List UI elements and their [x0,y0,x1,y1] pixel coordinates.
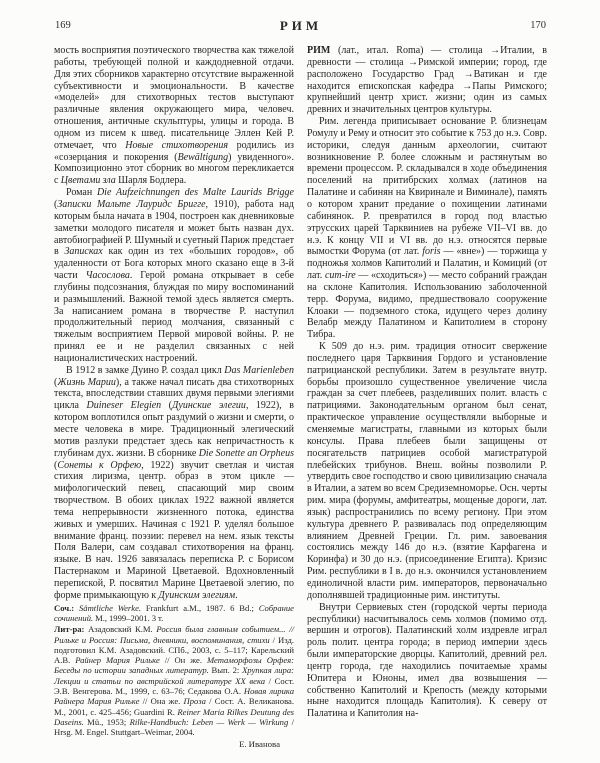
paragraph [307,341,547,602]
text-segment: Дуинские элегии [172,400,246,412]
text-segment: Rilke-Handbuch: Leben — Werk — Wirkung [129,716,289,727]
text-segment: Дуинским элегиям [158,589,236,601]
paragraph [307,116,547,341]
two-column-layout [54,45,548,750]
text-segment: Лит-ра: [54,624,85,635]
text-segment: — «вне») — торжища у подножья холмов Капитолий и Палатин, и Комиций (от лат. [307,246,547,282]
text-segment: Die Aufzeichnungen des Malte Laurids Brigge [96,187,294,199]
left-column [54,45,294,750]
text-segment: Mü., 1953; [83,716,130,727]
text-segment: Хрупкая лира: Лекции и статьи по австрийской литературе XX века [54,665,294,686]
text-segment: , 1910), работа над которым была начата в 1904, построен как дневниковые заметки молодого писателя и может быть назван дух. автобиографией Р. Шумный и суетный Париж предстает в [54,198,294,258]
text-segment: Часослова [85,270,130,282]
paragraph [54,187,294,365]
text-segment: ( [54,376,58,388]
text-segment: родились из «созерцания и покорения ( [54,139,294,163]
right-column [307,45,547,750]
text-segment: Рим. легенда приписывает основание Р. близнецам Ромулу и Рему и относит это событие к 753 до н.э. Совр. историки, следуя данным археологии, считают возникновение Р. более сложным и растянутым во времени процессом. Р. складывался в ходе объединения поселений на притибрских холмах (латинов на Палатине и сабинян на Квиринале и Виминале), память о котором хранит предание о похищении латинами сабинянок. Р. превратился в город под властью этрусских царей Тарквиниев на рубеже VII–VI вв. до н.э. К концу VII и VI вв. до н.э. относятся первые вымостки Форума (от лат. [307,116,547,258]
text-segment: Цветами зла [60,175,116,187]
paragraph [54,45,294,187]
rilke-article-body [54,45,294,738]
text-segment: Метаморфозы Орфея: Беседы по истории западных литератур. [54,655,294,676]
text-segment: Duineser Elegien [86,400,162,412]
text-segment: , 1922) звучит светлая и чистая стихия лиризма, центр. образ в этом цикле — мифологический певец, спасающий мир своим творчеством. В обоих циклах 1922 важной является тема непрерывности жизненного потока, единства живых и умерших. Начиная с 1921 Р. уделял большое внимание франц. поэзии: перевел на нем. язык тексты Поля Валери, сам создавал стихотворения на франц. языке. В нач. 1926 завязалась переписка Р. с Борисом Пастернаком и Мариной Цветаевой. Вдохновленный перепиской, Р. посвятил Марине Цветаевой элегию, по форме примыкающую к [54,459,294,601]
text-segment: Вып. 2: [208,665,243,676]
paragraph [307,45,547,116]
text-segment: Sämtliche Werke. [79,602,142,613]
text-segment: РИМ [307,45,331,56]
text-segment: . [235,589,238,601]
text-segment: foris [422,246,441,258]
text-segment: . Герой романа открывает в себе глубины подсознания, блуждая по миру воспоминаний и размышлений. Важной темой здесь является смерть. За написанием романа в творчестве Р. наступил продолжительный период молчания, связанный с тяжелым восприятием Первой мировой войны. Р. не принял ее и не разделил связанных с ней националистических настроений. [54,270,294,364]
text-segment: Райнер Мария Рильке [75,655,160,666]
running-head: РИМ [279,18,323,33]
text-segment: мость восприятия поэтического творчества как тяжелой работы, требующей полной и каждодневной отдачи. Для этих сборников характерно отсутствие выраженной субъективности и эмоциональности. В качестве «моделей» для стихотворных тестов выступают различные явления окружающего мира, человеч. отношения, античные скульптуры, улицы и города. В одном из писем к швед. писательнице Эллен Кей Р. отмечает, что [54,45,294,151]
page-number-right: 170 [530,20,546,31]
text-segment: ) увиденного». Композиционно этот сборник во многом перекликается с [54,151,294,187]
text-segment: Frankfurt a.M., 1987. 6 Bd.; [141,602,259,613]
paragraph [307,602,547,720]
rome-article-body [307,45,547,720]
text-segment: ( [54,198,58,210]
text-segment: Записки Мальте Лауридс Бригге [57,198,206,210]
text-segment: // Он же. [159,655,207,666]
text-segment: Россия была главным событием... // Рильке и Россия: Письма, дневники, воспоминания, стихи [54,624,294,645]
text-segment: cum-ire [324,270,356,282]
text-segment: Собрание сочинений. [54,602,294,623]
paragraph [54,624,294,737]
text-segment: К 509 до н.э. рим. традиция относит свержение последнего царя Тарквиния Гордого и установление патрицианской республики. Затем в результате внутр. борьбы произошло существенное увеличение числа граждан за счет плебеев, разделивших полит. власть с патрициями. Законодательным органом был сенат, практическое управление осуществляли выборные и сменяемые магистраты, главными из которых были консулы. Права плебеев были защищены от посягательств патрициев особой магистратурой плебейских трибунов. Внеш. войны позволили Р. утвердить свое господство и свою цивилизацию сначала в Италии, а затем во всем Средиземноморье. Осн. черты рим. мира (форумы, амфитеатры, мощеные дороги, лат. язык) распространились по всему региону. При этом культура древнего Р. развивалась под определяющим влиянием Древней Греции. Гл. рим. завоевания состоялись между 146 до н.э. (взятие Карфагена и Коринфа) и 30 до н.э. (присоединение Египта). Кризис Рим. республики в I в. до н.э. окончился установлением единоличной власти рим. императоров, первоначально дополнявшей традиционные рим. институты. [307,341,547,601]
text-segment: Роман [66,187,97,199]
author-signature: Е. Иванова [239,738,280,749]
text-segment: (лат., итал. Roma) — столица →Италии, в древности — столица →Римской империи; город, где расположено Государство Град →Ватикан и где находится епископская кафедра →Папы Римского; крупнейший центр христ. жизни; один из самых древних и значительных центров культуры. [307,45,547,116]
text-segment: М., 1999–2001. 3 т. [93,612,164,623]
text-segment: Жизнь Марии [57,376,116,388]
text-segment: ), а также начал писать два стихотворных текста, впоследствии ставших двумя первыми элегиями цикла [54,376,294,412]
text-segment: Новые стихотворения [125,139,228,151]
text-segment: Die Sonette an Orpheus [198,447,294,459]
text-segment: , 1922), в котором воплотился опыт раздумий о жизни и смерти, о месте человека в мире. Традиционный элегический мотив разлуки предстает здесь как непричастность к глубинам дух. жизни. В сборнике [54,400,294,459]
page-number-left: 169 [55,20,71,31]
text-segment: Шарля Бодлера. [115,175,187,187]
text-segment: как один из тех «больших городов», об удаленности от Бога которых много сказано еще в 3-й части [54,246,295,282]
paragraph [54,603,294,624]
text-segment: Проза [183,696,206,707]
text-segment: / Сост. Э.В. Венгерова. М., 1999, с. 63–76; Седакова О.А. [54,675,294,697]
text-segment: Соч.: [54,602,75,613]
text-segment: ( [54,459,58,471]
text-segment: ( [161,400,173,412]
text-segment: / Hrsg. M. Engel. Stuttgart–Weimar, 2004. [54,716,295,738]
text-segment: Reiner Maria Rilkes Deutung des Daseins. [54,706,294,727]
paragraph [54,365,294,602]
page-header [54,18,548,40]
text-segment: Сонеты к Орфею [57,459,142,471]
text-segment: Bewältigung [177,151,229,163]
text-segment: / Сост. А. Великанова. М., 2001, с. 425–456; Guardini R. [54,696,294,717]
text-segment: — «сходиться») — место собраний граждан на склоне Капитолия. Использованию заболоченной терр. Форума, видимо, предшествовало сооружение Клоаки — подземного стока, идущего через долину Велабр между Палатином и Капитолием в сторону Тибра. [307,270,548,341]
text-segment: В 1912 в замке Дуино Р. создал цикл [66,364,225,376]
text-segment: // Она же. [139,696,184,707]
text-segment: Das Marienleben [224,364,294,376]
text-segment: Внутри Сервиевых стен (городской черты периода республики) насчитывалось семь холмов (помимо отд. вершин и отрогов). Палатинский холм издревле играл роль полит. центра города; в период империи здесь были императорские дворцы. Капитолий, древний рел. центр города, где находились почитаемые храмы Юпитера и Юноны, имел два возвышения — собственно Капитолий и Крепость (между которыми ныне находится площадь Капитолия). К северу от Палатина и Капитолия на- [307,601,547,720]
text-segment: Новая лирика Райнера Мария Рильке [54,686,295,707]
text-segment: Записках [64,246,103,258]
text-segment: Азадовский К.М. [84,624,157,635]
text-segment: / Изд. подготовил К.М. Азадовский. СПб., 2003, с. 5–117; Карельский А.В. [54,634,294,666]
